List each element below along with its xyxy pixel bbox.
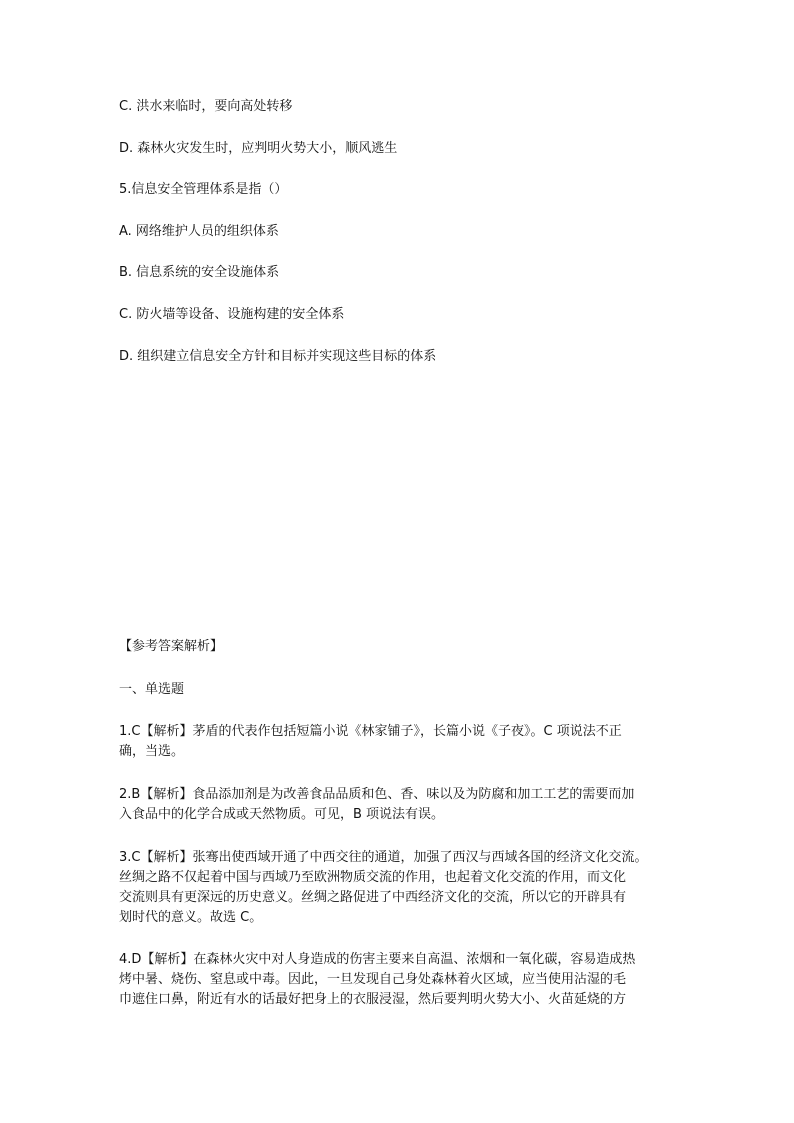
answer-line: 4.D【解析】在森林火灾中对人身造成的伤害主要来自高温、浓烟和一氧化碳，容易造成热 [119,952,636,967]
answer-line: 确，当选。 [119,744,185,759]
q5-option-a: A. 网络维护人员的组织体系 [119,224,279,239]
q4-option-c: C. 洪水来临时，要向高处转移 [119,99,293,114]
q5-option-c: C. 防火墙等设备、设施构建的安全体系 [119,307,345,322]
answer-3 [119,848,647,928]
answer-1 [119,722,622,762]
answer-line: 3.C【解析】张骞出使西域开通了中西交往的通道，加强了西汉与西域各国的经济文化交流。 [119,850,648,865]
answer-line: 巾遮住口鼻，附近有水的话最好把身上的衣服浸湿，然后要判明火势大小、火苗延烧的方 [119,992,627,1007]
answer-line: 入食品中的化学合成或天然物质。可见，B 项说法有误。 [119,807,445,822]
answer-2 [119,785,634,825]
answer-line: 交流则具有更深远的历史意义。丝绸之路促进了中西经济文化的交流，所以它的开辟具有 [119,890,627,905]
q5-stem: 5.信息安全管理体系是指（） [119,182,288,197]
q5-option-b: B. 信息系统的安全设施体系 [119,265,280,280]
answer-line: 烤中暑、烧伤、窒息或中毒。因此，一旦发现自己身处森林着火区域，应当使用沾湿的毛 [119,972,627,987]
q5-option-d: D. 组织建立信息安全方针和目标并实现这些目标的体系 [119,349,437,364]
answer-line: 划时代的意义。故选 C。 [119,910,263,925]
answer-line: 丝绸之路不仅起着中国与西域乃至欧洲物质交流的作用，也起着文化交流的作用，而文化 [119,870,627,885]
answer-4 [119,950,635,1010]
answers-heading: 【参考答案解析】 [119,639,224,654]
answer-line: 2.B【解析】食品添加剂是为改善食品品质和色、香、味以及为防腐和加工工艺的需要而加 [119,787,635,802]
q4-option-d: D. 森林火灾发生时，应判明火势大小，顺风逃生 [119,141,398,156]
answer-line: 1.C【解析】茅盾的代表作包括短篇小说《林家铺子》，长篇小说《子夜》。C 项说法不正 [119,724,622,739]
answers-section-title: 一、单选题 [119,682,185,697]
